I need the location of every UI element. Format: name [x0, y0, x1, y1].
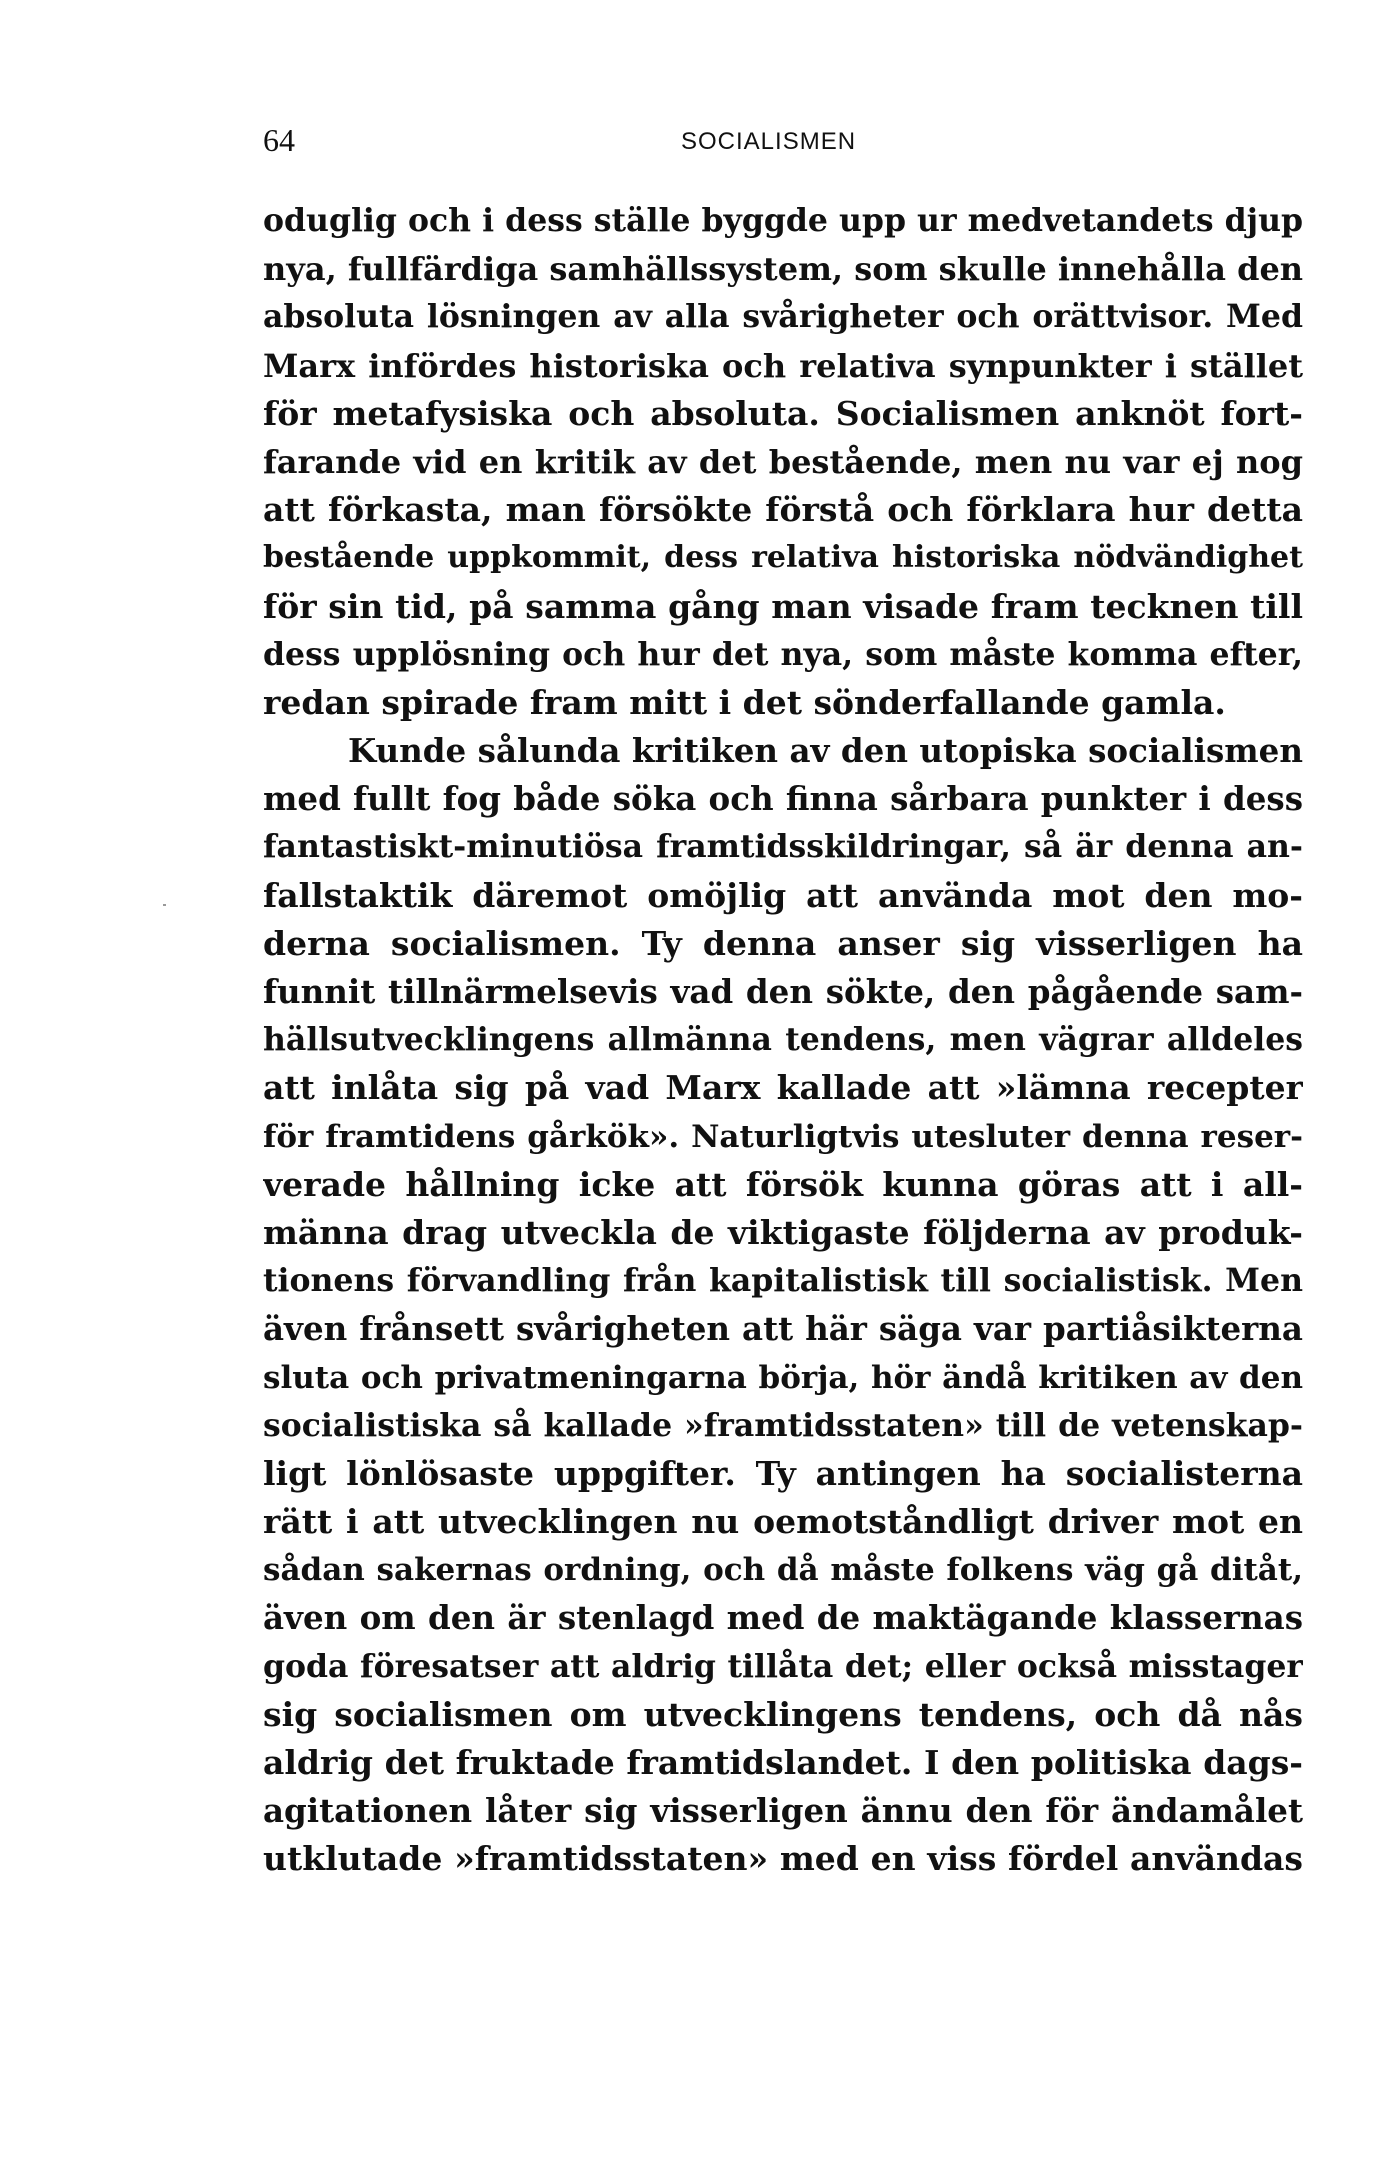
text-line: sluta och privatmeningarna börja, hör ändå kritiken av den [263, 1359, 1303, 1396]
text-line: sig socialismen om utvecklingens tendens, och då nås [263, 1694, 1303, 1734]
text-line: socialistiska så kallade »framtidsstaten» till de vetenskap- [263, 1406, 1303, 1444]
margin-speck [163, 904, 166, 906]
text-line: aldrig det fruktade framtidslandet. I den politiska dags- [263, 1743, 1303, 1782]
text-line: även frånsett svårigheten att här säga var partiåsikterna [263, 1309, 1303, 1349]
text-line: verade hållning icke att försök kunna göras att i all- [263, 1164, 1303, 1204]
text-line-paragraph-start: Kunde sålunda kritiken av den utopiska socialismen [348, 731, 1303, 771]
text-line-paragraph-end: redan spirade fram mitt i det sönderfallande gamla. [263, 682, 1226, 722]
text-line: agitationen låter sig visserligen ännu den för ändamålet [263, 1791, 1303, 1831]
body-text [263, 197, 1303, 1884]
text-line: med fullt fog både söka och finna sårbara punkter i dess [263, 779, 1303, 819]
running-head: SOCIALISMEN [681, 128, 857, 155]
page-number: 64 [263, 122, 295, 158]
text-line: Marx infördes historiska och relativa synpunkter i stället [263, 346, 1303, 385]
text-line: hällsutvecklingens allmänna tendens, men vägrar alldeles [263, 1021, 1303, 1059]
text-line: funnit tillnärmelsevis vad den sökte, den pågående sam- [263, 972, 1303, 1011]
text-line: tionens förvandling från kapitalistisk till socialistisk. Men [263, 1262, 1303, 1300]
text-line: sådan sakernas ordning, och då måste folkens väg gå ditåt, [263, 1552, 1303, 1589]
text-line: att förkasta, man försökte förstå och förklara hur detta [263, 490, 1303, 530]
text-line: för framtidens gårkök». Naturligtvis utesluter denna reser- [263, 1118, 1303, 1155]
text-line: för sin tid, på samma gång man visade fram tecknen till [263, 586, 1303, 626]
text-line: derna socialismen. Ty denna anser sig visserligen ha [263, 923, 1303, 963]
text-line: även om den är stenlagd med de maktägande klassernas [263, 1598, 1303, 1638]
text-line: rätt i att utvecklingen nu oemotståndligt driver mot en [263, 1502, 1303, 1542]
text-line: absoluta lösningen av alla svårigheter och orättvisor. Med [263, 298, 1303, 336]
text-line: dess upplösning och hur det nya, som måste komma efter, [263, 635, 1303, 673]
text-line: bestående uppkommit, dess relativa historiska nödvändighet [263, 540, 1303, 576]
text-line: farande vid en kritik av det bestående, men nu var ej nog [263, 442, 1303, 481]
text-line: goda föresatser att aldrig tillåta det; eller också misstager [263, 1647, 1303, 1685]
text-line: utklutade »framtidsstaten» med en viss fördel användas [263, 1839, 1303, 1879]
text-line: fantastiskt-minutiösa framtidsskildringar, så är denna an- [263, 828, 1303, 866]
text-line: för metafysiska och absoluta. Socialismen anknöt fort- [263, 393, 1303, 433]
text-line: att inlåta sig på vad Marx kallade att »lämna recepter [263, 1068, 1303, 1108]
text-line: fallstaktik däremot omöjlig att använda mot den mo- [263, 875, 1303, 915]
page-header [263, 122, 1303, 162]
text-line: männa drag utveckla de viktigaste följderna av produk- [263, 1212, 1303, 1252]
text-line: oduglig och i dess ställe byggde upp ur medvetandets djup [263, 202, 1303, 239]
text-line: ligt lönlösaste uppgifter. Ty antingen ha socialisterna [263, 1453, 1303, 1493]
text-line: nya, fullfärdiga samhällssystem, som skulle innehålla den [263, 250, 1303, 289]
